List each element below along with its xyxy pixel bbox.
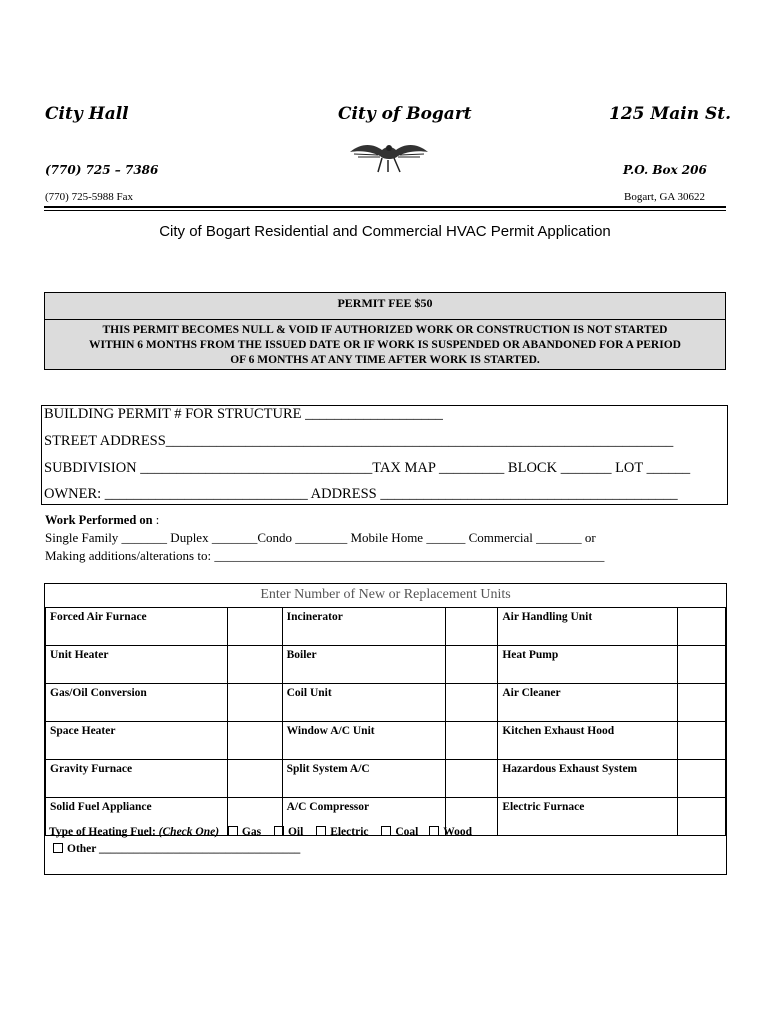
additions-field[interactable]: Making additions/alterations to: ____________________________________________________________	[45, 548, 605, 563]
unit-label: Heat Pump	[498, 646, 678, 684]
street-address-heading: 125 Main St.	[609, 104, 732, 124]
po-box: P.O. Box 206	[623, 163, 707, 177]
oil-option: Oil	[287, 826, 304, 838]
unit-count-cell[interactable]	[678, 722, 726, 760]
unit-label: Gas/Oil Conversion	[46, 684, 228, 722]
unit-count-cell[interactable]	[678, 684, 726, 722]
city-hall-heading: City Hall	[45, 104, 129, 124]
heating-fuel-label: Type of Heating Fuel:	[49, 826, 156, 838]
work-type-field[interactable]: Single Family _______ Duplex _______Condo ________ Mobile Home ______ Commercial _______ or	[45, 530, 596, 545]
notice-line-3: OF 6 MONTHS AT ANY TIME AFTER WORK IS STARTED.	[230, 354, 540, 366]
permit-notice	[45, 323, 725, 368]
unit-label: A/C Compressor	[282, 798, 446, 836]
unit-count-cell[interactable]	[446, 722, 498, 760]
building-permit-field[interactable]: BUILDING PERMIT # FOR STRUCTURE ___________________	[44, 406, 443, 422]
oil-checkbox[interactable]	[274, 826, 284, 836]
unit-count-cell[interactable]	[678, 608, 726, 646]
other-checkbox[interactable]	[53, 843, 63, 853]
table-row	[46, 646, 726, 684]
unit-count-cell[interactable]	[446, 646, 498, 684]
wood-checkbox[interactable]	[429, 826, 439, 836]
unit-count-cell[interactable]	[678, 760, 726, 798]
unit-count-cell[interactable]	[678, 646, 726, 684]
permit-fee: PERMIT FEE $50	[45, 293, 725, 320]
unit-label: Incinerator	[282, 608, 446, 646]
unit-label: Gravity Furnace	[46, 760, 228, 798]
phone-number: (770) 725 – 7386	[45, 163, 159, 177]
city-state-zip: Bogart, GA 30622	[624, 191, 705, 203]
owner-field[interactable]: OWNER: ____________________________ ADDRESS _________________________________________	[44, 486, 678, 502]
unit-label: Boiler	[282, 646, 446, 684]
work-performed-heading	[45, 513, 159, 528]
unit-label: Coil Unit	[282, 684, 446, 722]
unit-label: Electric Furnace	[498, 798, 678, 836]
gas-option: Gas	[241, 826, 262, 838]
unit-label: Window A/C Unit	[282, 722, 446, 760]
notice-line-2: WITHIN 6 MONTHS FROM THE ISSUED DATE OR IF WORK IS SUSPENDED OR ABANDONED FOR A PERIOD	[89, 339, 681, 351]
wood-option: Wood	[443, 826, 473, 838]
work-performed-colon: :	[152, 513, 160, 527]
unit-count-cell[interactable]	[678, 798, 726, 836]
permit-fee-box	[44, 292, 726, 370]
electric-option: Electric	[330, 826, 369, 838]
table-row	[46, 722, 726, 760]
building-info-box	[41, 405, 728, 505]
check-one-note: (Check One)	[158, 826, 220, 838]
unit-label: Kitchen Exhaust Hood	[498, 722, 678, 760]
units-table	[45, 607, 726, 836]
unit-count-cell[interactable]	[227, 722, 282, 760]
unit-label: Air Cleaner	[498, 684, 678, 722]
unit-label: Solid Fuel Appliance	[46, 798, 228, 836]
notice-line-1: THIS PERMIT BECOMES NULL & VOID IF AUTHORIZED WORK OR CONSTRUCTION IS NOT STARTED	[102, 324, 668, 336]
unit-count-cell[interactable]	[227, 646, 282, 684]
unit-label: Forced Air Furnace	[46, 608, 228, 646]
table-row	[46, 608, 726, 646]
street-address-field[interactable]: STREET ADDRESS______________________________________________________________________	[44, 433, 674, 449]
page-title: City of Bogart Residential and Commercial HVAC Permit Application	[159, 223, 611, 240]
units-title: Enter Number of New or Replacement Units	[260, 587, 511, 602]
unit-label: Split System A/C	[282, 760, 446, 798]
coal-option: Coal	[395, 826, 419, 838]
eagle-seal-icon	[348, 138, 430, 174]
table-row	[46, 684, 726, 722]
unit-label: Space Heater	[46, 722, 228, 760]
unit-count-cell[interactable]	[227, 760, 282, 798]
subdivision-field[interactable]: SUBDIVISION ________________________________TAX MAP _________ BLOCK _______ LOT ______	[44, 460, 691, 476]
header-divider	[44, 206, 726, 211]
unit-label: Air Handling Unit	[498, 608, 678, 646]
city-name-heading: City of Bogart	[338, 104, 472, 124]
unit-label: Unit Heater	[46, 646, 228, 684]
coal-checkbox[interactable]	[381, 826, 391, 836]
work-performed-label: Work Performed on	[45, 513, 153, 527]
electric-checkbox[interactable]	[316, 826, 326, 836]
unit-count-cell[interactable]	[227, 608, 282, 646]
unit-count-cell[interactable]	[446, 608, 498, 646]
heating-fuel-row	[49, 826, 472, 838]
fax-number: (770) 725-5988 Fax	[45, 191, 133, 203]
units-box	[44, 583, 727, 875]
unit-count-cell[interactable]	[446, 684, 498, 722]
unit-count-cell[interactable]	[446, 760, 498, 798]
gas-checkbox[interactable]	[228, 826, 238, 836]
unit-count-cell[interactable]	[227, 684, 282, 722]
other-fuel-field[interactable]: Other ___________________________________	[67, 843, 301, 855]
unit-label: Hazardous Exhaust System	[498, 760, 678, 798]
other-fuel-row	[53, 843, 300, 855]
table-row	[46, 760, 726, 798]
